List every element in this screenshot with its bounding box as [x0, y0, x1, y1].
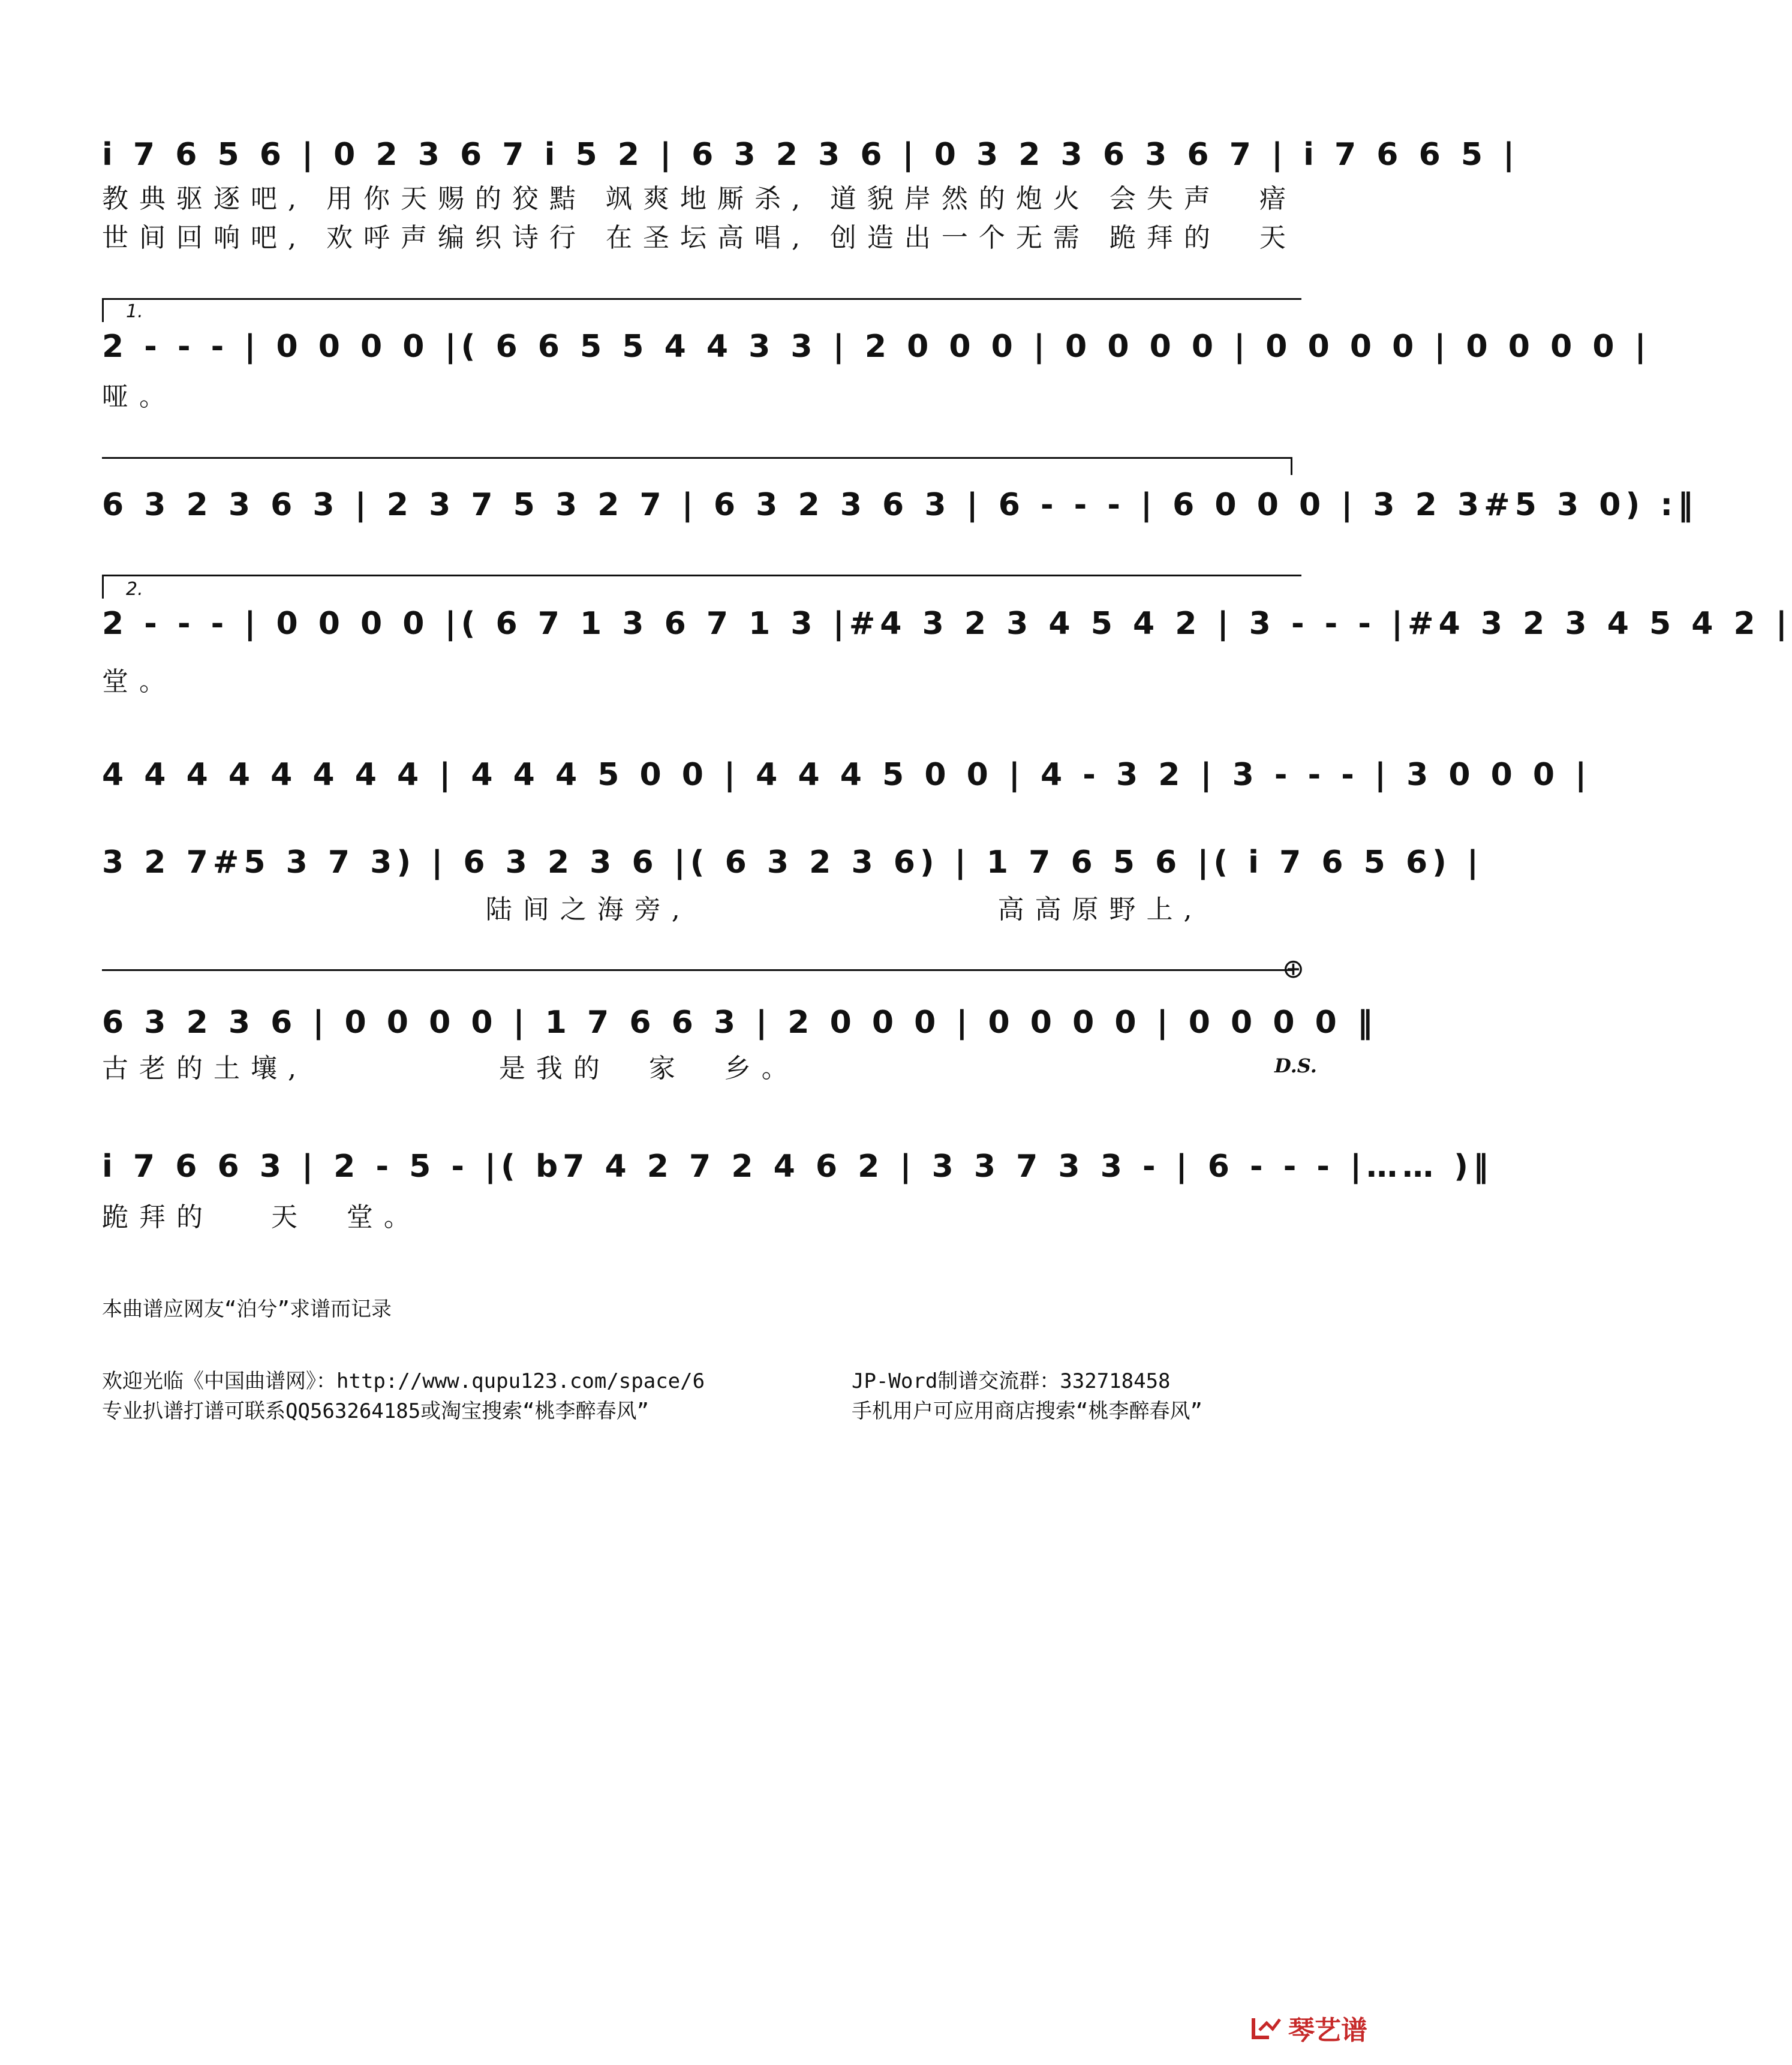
lyric-line-8: 跪拜的 天 堂。 — [102, 1202, 421, 1233]
volta-1-bracket — [102, 298, 1301, 300]
volta-2-number: 2. — [126, 579, 143, 600]
logo-icon — [1251, 2015, 1283, 2041]
watermark-text: 琴艺谱 — [1288, 2015, 1367, 2046]
notation-line-4: 2 - - - | 0 0 0 0 |( 6 7 1 3 6 7 1 3 |#4 3 2 3 4 5 4 2 | 3 - - - |#4 3 2 3 4 5 4 2 | — [102, 606, 1792, 642]
request-note: 本曲谱应网友“泊兮”求谱而记录 — [102, 1297, 392, 1321]
lyric-line-7: 古老的土壤, 是我的 家 乡。 — [102, 1053, 799, 1084]
volta-1-number: 1. — [126, 301, 143, 322]
group-line: JP-Word制谱交流群：332718458 — [852, 1369, 1171, 1393]
volta-2-bracket-left — [102, 575, 104, 599]
watermark-logo — [1251, 2009, 1367, 2047]
notation-line-1: i 7 6 5 6 | 0 2 3 6 7 i 5 2 | 6 3 2 3 6 | 0 3 2 3 6 3 6 7 | i 7 6 6 5 | — [102, 137, 1520, 173]
notation-line-8: i 7 6 6 3 | 2 - 5 - |( b7 4 2 7 2 4 6 2 | 3 3 7 3 3 - | 6 - - - |…… )‖ — [102, 1149, 1493, 1185]
lyric-line-2: 哑。 — [102, 381, 176, 412]
notation-line-6: 3 2 7#5 3 7 3) | 6 3 2 3 6 |( 6 3 2 3 6) | 1 7 6 5 6 |( i 7 6 5 6) | — [102, 844, 1484, 880]
repeat-bracket-right — [1291, 457, 1292, 475]
contact-line: 专业扒谱打谱可联系QQ563264185或淘宝搜索“桃李醉春风” — [102, 1399, 650, 1423]
repeat-bracket — [102, 457, 1292, 459]
lyric-line-4: 堂。 — [102, 666, 176, 697]
notation-line-3: 6 3 2 3 6 3 | 2 3 7 5 3 2 7 | 6 3 2 3 6 3 | 6 - - - | 6 0 0 0 | 3 2 3#5 3 0) :‖ — [102, 487, 1698, 523]
volta-2-bracket — [102, 575, 1301, 576]
ds-mark: D.S. — [1274, 1054, 1317, 1077]
notation-line-7: 6 3 2 3 6 | 0 0 0 0 | 1 7 6 6 3 | 2 0 0 0 | 0 0 0 0 | 0 0 0 0 ‖ — [102, 1005, 1378, 1041]
coda-icon: ⊕ — [1282, 954, 1304, 984]
volta-1-bracket-left — [102, 298, 104, 322]
lyric-line-1b: 世间回响吧, 欢呼声编织诗行 在圣坛高唱, 创造出一个无需 跪拜的 天 — [102, 223, 1297, 253]
site-line: 欢迎光临《中国曲谱网》：http://www.qupu123.com/space/6 — [102, 1369, 705, 1393]
lyric-line-6: 陆间之海旁, 高高原野上, — [102, 894, 1203, 925]
notation-line-2: 2 - - - | 0 0 0 0 |( 6 6 5 5 4 4 3 3 | 2 0 0 0 | 0 0 0 0 | 0 0 0 0 | 0 0 0 0 | — [102, 329, 1651, 365]
app-line: 手机用户可应用商店搜索“桃李醉春风” — [852, 1399, 1202, 1423]
lyric-line-1a: 教典驱逐吧, 用你天赐的狡黠 飒爽地厮杀, 道貌岸然的炮火 会失声 瘖 — [102, 184, 1297, 214]
coda-bracket — [102, 969, 1292, 971]
notation-line-5: 4 4 4 4 4 4 4 4 | 4 4 4 5 0 0 | 4 4 4 5 0 0 | 4 - 3 2 | 3 - - - | 3 0 0 0 | — [102, 757, 1592, 793]
